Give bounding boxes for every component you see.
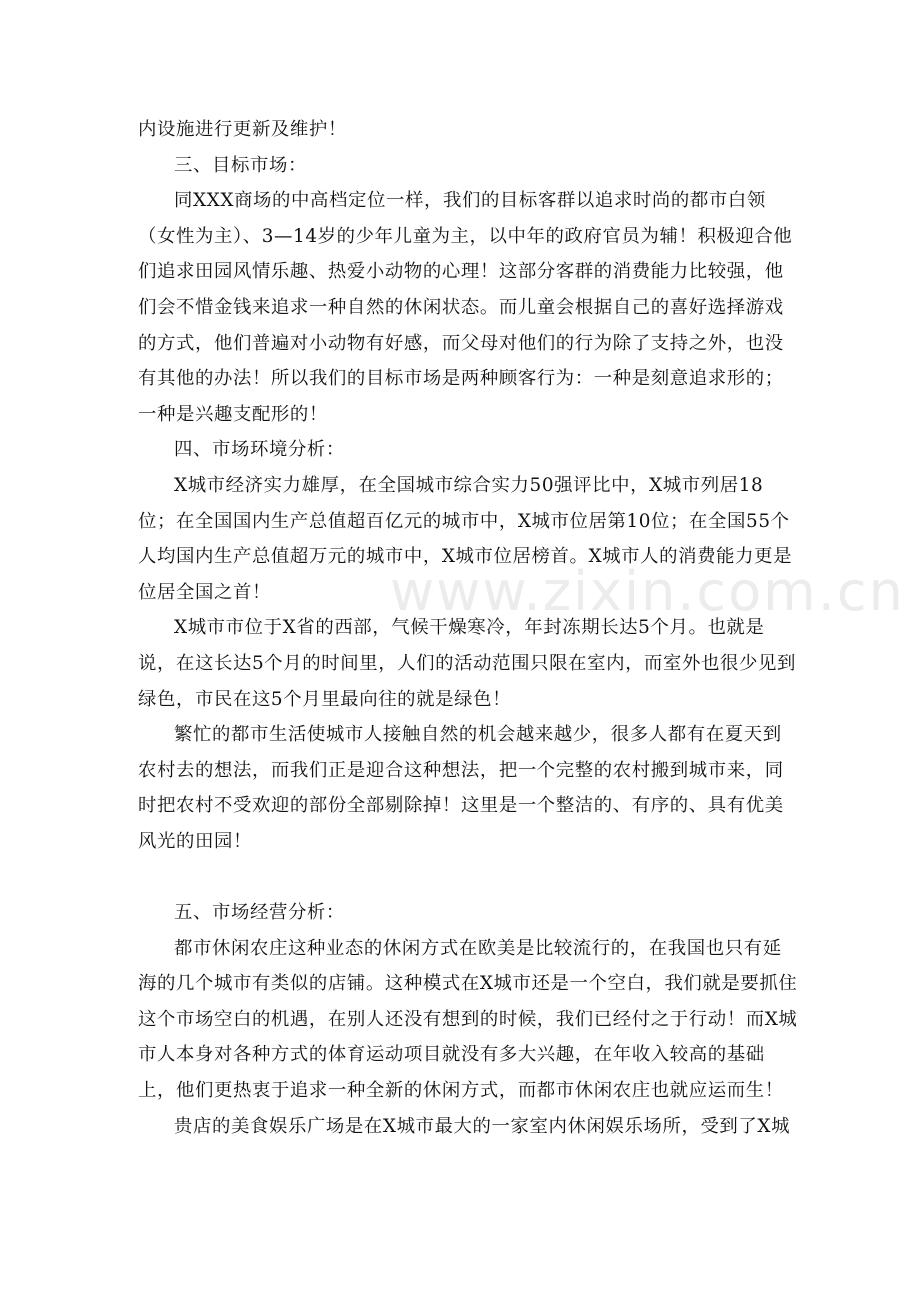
document-body (138, 112, 798, 1144)
paragraph-economy: X城市经济实力雄厚，在全国城市综合实力50强评比中，X城市列居18位；在全国国内生产总值超百亿元的城市中，X城市位居第10位；在全国55个人均国内生产总值超万元的城市中，X城市位居榜首。X城市人的消费能力更是位居全国之首！ (138, 474, 793, 603)
paragraph-climate: X城市市位于X省的西部，气候干燥寒冷，年封冻期长达5个月。也就是说，在这长达5个月的时间里，人们的活动范围只限在室内，而室外也很少见到绿色，市民在这5个月里最向往的就是绿色！ (138, 617, 796, 710)
paragraph-business-model: 都市休闲农庄这种业态的休闲方式在欧美是比较流行的，在我国也只有延海的几个城市有类似的店铺。这种模式在X城市还是一个空白，我们就是要抓住这个市场空白的机遇，在别人还没有想到的时候，我们已经付之于行动！而X城市人本身对各种方式的体育运动项目就没有多大兴趣，在年收入较高的基础上，他们更热衷于追求一种全新的休闲方式，而都市休闲农庄也就应运而生！ (138, 937, 798, 1102)
paragraph-urban-life: 繁忙的都市生活使城市人接触自然的机会越来越少，很多人都有在夏天到农村去的想法，而我们正是迎合这种想法，把一个完整的农村搬到城市来，同时把农村不受欢迎的部份全部剔除掉！这里是一个整洁的、有序的、具有优美风光的田园！ (138, 724, 784, 852)
paragraph-food-plaza: 贵店的美食娱乐广场是在X城市最大的一家室内休闲娱乐场所，受到了X城 (174, 1115, 791, 1137)
section-heading-business-analysis: 五、市场经营分析： (174, 902, 345, 924)
watermark: www.zixin.com.cn (390, 560, 905, 623)
section-heading-target-market: 三、目标市场： (174, 154, 307, 176)
paragraph-continuation: 内设施进行更新及维护！ (138, 119, 347, 140)
paragraph-target-market: 同XXX商场的中高档定位一样，我们的目标客群以追求时尚的都市白领（女性为主）、3—14岁的少年儿童为主，以中年的政府官员为辅！积极迎合他们追求田园风情乐趣、热爱小动物的心理！这部分客群的消费能力比较强，他们会不惜金钱来追求一种自然的休闲状态。而儿童会根据自己的喜好选择游戏的方式，他们普遍对小动物有好感，而父母对他们的行为除了支持之外，也没有其他的办法！所以我们的目标市场是两种顾客行为：一种是刻意追求形的；一种是兴趣支配形的！ (138, 190, 793, 425)
section-heading-market-environment: 四、市场环境分析： (174, 439, 345, 461)
paragraph-gap (138, 859, 798, 895)
